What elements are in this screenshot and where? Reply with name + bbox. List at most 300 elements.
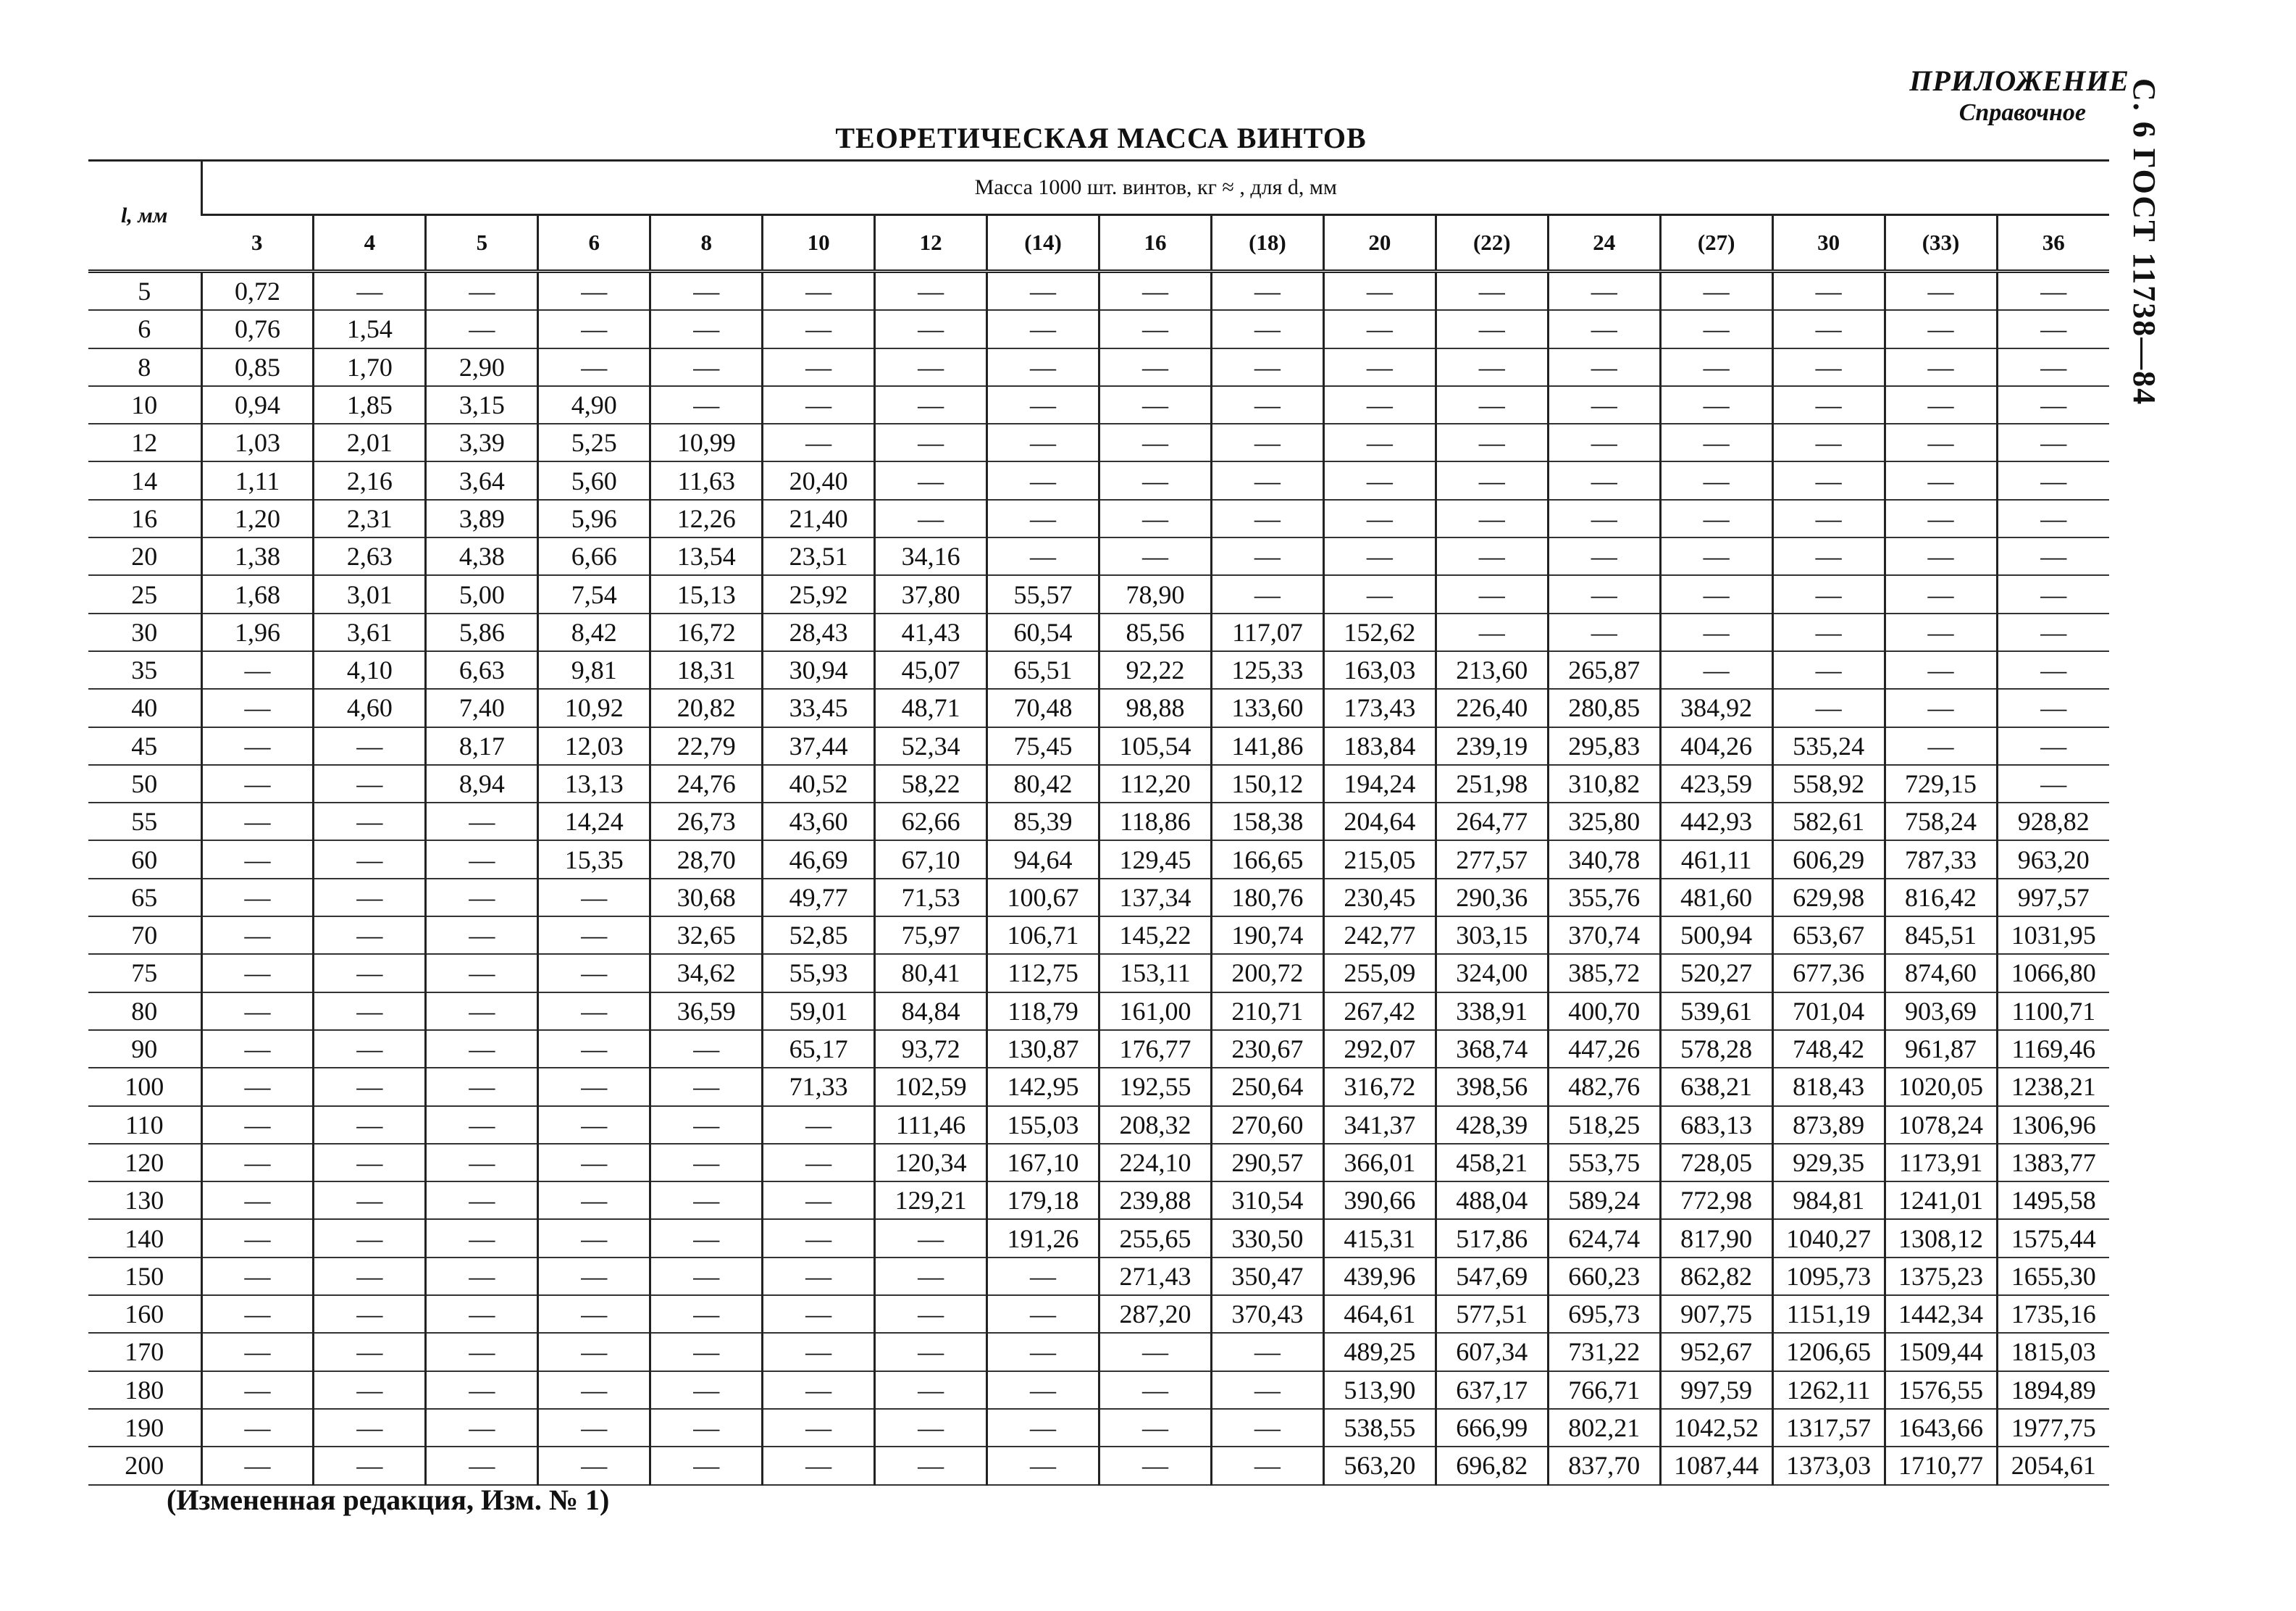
- length-cell: 25: [88, 575, 201, 613]
- mass-cell: —: [426, 1068, 538, 1105]
- mass-cell: 340,78: [1548, 840, 1660, 878]
- table-row: [88, 954, 2109, 992]
- mass-cell: —: [650, 1447, 763, 1484]
- mass-cell: 4,90: [538, 386, 650, 424]
- screw-mass-table: [88, 159, 2109, 1486]
- mass-cell: —: [538, 1371, 650, 1409]
- mass-cell: —: [1997, 386, 2109, 424]
- mass-cell: —: [1436, 461, 1548, 499]
- mass-cell: —: [1660, 272, 1772, 311]
- mass-cell: —: [1211, 1409, 1323, 1447]
- table-row: [88, 1447, 2109, 1484]
- mass-cell: 30,94: [763, 651, 875, 689]
- mass-cell: —: [987, 424, 1099, 461]
- mass-cell: 28,70: [650, 840, 763, 878]
- mass-cell: —: [650, 272, 763, 311]
- mass-cell: —: [314, 1371, 426, 1409]
- mass-cell: —: [1660, 348, 1772, 386]
- mass-cell: 766,71: [1548, 1371, 1660, 1409]
- mass-cell: —: [1099, 424, 1212, 461]
- mass-cell: 3,01: [314, 575, 426, 613]
- mass-cell: —: [650, 1144, 763, 1181]
- mass-cell: 1306,96: [1997, 1106, 2109, 1144]
- mass-cell: —: [875, 1409, 987, 1447]
- mass-cell: 277,57: [1436, 840, 1548, 878]
- mass-cell: 874,60: [1885, 954, 1997, 992]
- mass-cell: 20,82: [650, 689, 763, 727]
- mass-cell: 862,82: [1660, 1258, 1772, 1295]
- mass-cell: 517,86: [1436, 1219, 1548, 1257]
- diameter-header: (14): [987, 215, 1099, 272]
- mass-cell: —: [426, 1409, 538, 1447]
- mass-cell: —: [1436, 310, 1548, 348]
- mass-cell: —: [314, 1181, 426, 1219]
- mass-cell: —: [1099, 1447, 1212, 1484]
- mass-cell: 290,36: [1436, 879, 1548, 916]
- mass-cell: —: [201, 765, 314, 803]
- mass-cell: 818,43: [1772, 1068, 1885, 1105]
- mass-cell: —: [1211, 1333, 1323, 1371]
- mass-cell: —: [1660, 310, 1772, 348]
- mass-cell: 18,31: [650, 651, 763, 689]
- mass-cell: —: [1772, 310, 1885, 348]
- length-cell: 170: [88, 1333, 201, 1371]
- mass-cell: 264,77: [1436, 803, 1548, 840]
- mass-cell: 271,43: [1099, 1258, 1212, 1295]
- mass-cell: —: [1099, 348, 1212, 386]
- mass-cell: —: [426, 310, 538, 348]
- mass-cell: —: [1885, 348, 1997, 386]
- mass-cell: 70,48: [987, 689, 1099, 727]
- mass-cell: 129,21: [875, 1181, 987, 1219]
- mass-cell: 577,51: [1436, 1295, 1548, 1333]
- mass-cell: —: [763, 1219, 875, 1257]
- length-cell: 70: [88, 916, 201, 954]
- mass-cell: —: [987, 1295, 1099, 1333]
- mass-cell: —: [1548, 272, 1660, 311]
- mass-cell: —: [650, 386, 763, 424]
- mass-cell: 816,42: [1885, 879, 1997, 916]
- diameter-header: 3: [201, 215, 314, 272]
- mass-cell: 239,19: [1436, 727, 1548, 765]
- mass-cell: —: [314, 1030, 426, 1068]
- mass-cell: —: [1885, 386, 1997, 424]
- mass-cell: 9,81: [538, 651, 650, 689]
- mass-cell: —: [314, 992, 426, 1030]
- appendix-title: ПРИЛОЖЕНИЕ: [1909, 64, 2129, 97]
- table-row: [88, 651, 2109, 689]
- mass-cell: 85,56: [1099, 614, 1212, 651]
- mass-cell: —: [875, 386, 987, 424]
- mass-cell: 1,70: [314, 348, 426, 386]
- mass-cell: —: [1885, 424, 1997, 461]
- mass-cell: —: [1099, 1409, 1212, 1447]
- mass-cell: 2,01: [314, 424, 426, 461]
- mass-cell: 11,63: [650, 461, 763, 499]
- mass-cell: —: [201, 1371, 314, 1409]
- mass-cell: 15,35: [538, 840, 650, 878]
- diameter-header: 8: [650, 215, 763, 272]
- mass-cell: 384,92: [1660, 689, 1772, 727]
- mass-cell: —: [426, 272, 538, 311]
- mass-cell: —: [538, 272, 650, 311]
- mass-cell: —: [650, 1068, 763, 1105]
- mass-cell: —: [426, 1295, 538, 1333]
- mass-cell: 105,54: [1099, 727, 1212, 765]
- mass-cell: 65,51: [987, 651, 1099, 689]
- mass-cell: —: [314, 1219, 426, 1257]
- mass-cell: 310,54: [1211, 1181, 1323, 1219]
- mass-cell: 28,43: [763, 614, 875, 651]
- mass-cell: 385,72: [1548, 954, 1660, 992]
- mass-cell: 32,65: [650, 916, 763, 954]
- mass-cell: 36,59: [650, 992, 763, 1030]
- mass-cell: —: [201, 992, 314, 1030]
- mass-cell: 265,87: [1548, 651, 1660, 689]
- mass-cell: —: [1997, 575, 2109, 613]
- mass-cell: —: [763, 1333, 875, 1371]
- mass-cell: —: [314, 1295, 426, 1333]
- table-row: [88, 992, 2109, 1030]
- mass-cell: 1020,05: [1885, 1068, 1997, 1105]
- mass-cell: —: [538, 1333, 650, 1371]
- mass-cell: 20,40: [763, 461, 875, 499]
- mass-cell: —: [1885, 575, 1997, 613]
- mass-cell: —: [650, 1181, 763, 1219]
- mass-cell: 1,11: [201, 461, 314, 499]
- mass-cell: —: [1099, 272, 1212, 311]
- mass-cell: —: [1997, 310, 2109, 348]
- mass-cell: 325,80: [1548, 803, 1660, 840]
- table-row: [88, 348, 2109, 386]
- mass-cell: —: [650, 1371, 763, 1409]
- mass-cell: 1066,80: [1997, 954, 2109, 992]
- mass-cell: 2,63: [314, 537, 426, 575]
- mass-cell: —: [1885, 727, 1997, 765]
- length-cell: 20: [88, 537, 201, 575]
- mass-cell: —: [201, 689, 314, 727]
- mass-cell: 415,31: [1323, 1219, 1436, 1257]
- table-row: [88, 386, 2109, 424]
- mass-cell: —: [201, 879, 314, 916]
- mass-cell: 60,54: [987, 614, 1099, 651]
- mass-cell: —: [201, 1333, 314, 1371]
- mass-cell: 34,62: [650, 954, 763, 992]
- mass-cell: —: [1660, 651, 1772, 689]
- mass-cell: —: [1772, 614, 1885, 651]
- mass-cell: —: [1772, 575, 1885, 613]
- mass-cell: 163,03: [1323, 651, 1436, 689]
- mass-cell: 7,40: [426, 689, 538, 727]
- mass-cell: 192,55: [1099, 1068, 1212, 1105]
- mass-cell: 71,53: [875, 879, 987, 916]
- table-row: [88, 1295, 2109, 1333]
- length-cell: 190: [88, 1409, 201, 1447]
- mass-cell: 250,64: [1211, 1068, 1323, 1105]
- length-cell: 50: [88, 765, 201, 803]
- mass-cell: 251,98: [1436, 765, 1548, 803]
- mass-cell: 46,69: [763, 840, 875, 878]
- mass-cell: —: [1997, 727, 2109, 765]
- length-cell: 160: [88, 1295, 201, 1333]
- mass-cell: 1375,23: [1885, 1258, 1997, 1295]
- mass-cell: 4,60: [314, 689, 426, 727]
- table-row: [88, 803, 2109, 840]
- mass-cell: —: [763, 424, 875, 461]
- mass-cell: 152,62: [1323, 614, 1436, 651]
- mass-cell: 158,38: [1211, 803, 1323, 840]
- mass-cell: 873,89: [1772, 1106, 1885, 1144]
- mass-cell: 215,05: [1323, 840, 1436, 878]
- mass-cell: 5,86: [426, 614, 538, 651]
- table-row: [88, 840, 2109, 878]
- mass-cell: —: [875, 1219, 987, 1257]
- mass-cell: —: [426, 879, 538, 916]
- mass-cell: 303,15: [1436, 916, 1548, 954]
- mass-cell: 10,99: [650, 424, 763, 461]
- mass-cell: 1095,73: [1772, 1258, 1885, 1295]
- mass-cell: 26,73: [650, 803, 763, 840]
- mass-cell: —: [1772, 272, 1885, 311]
- mass-cell: —: [987, 1447, 1099, 1484]
- mass-cell: 173,43: [1323, 689, 1436, 727]
- mass-cell: —: [1997, 614, 2109, 651]
- mass-cell: —: [987, 1258, 1099, 1295]
- mass-cell: 24,76: [650, 765, 763, 803]
- mass-cell: 2054,61: [1997, 1447, 2109, 1484]
- mass-cell: —: [987, 1409, 1099, 1447]
- mass-cell: 80,41: [875, 954, 987, 992]
- table-row: [88, 500, 2109, 537]
- mass-cell: 1815,03: [1997, 1333, 2109, 1371]
- mass-cell: 8,17: [426, 727, 538, 765]
- mass-cell: 629,98: [1772, 879, 1885, 916]
- mass-cell: 1087,44: [1660, 1447, 1772, 1484]
- diameter-header: 36: [1997, 215, 2109, 272]
- mass-cell: 78,90: [1099, 575, 1212, 613]
- mass-cell: 701,04: [1772, 992, 1885, 1030]
- mass-cell: 6,63: [426, 651, 538, 689]
- mass-cell: 25,92: [763, 575, 875, 613]
- mass-cell: —: [1099, 386, 1212, 424]
- mass-cell: 242,77: [1323, 916, 1436, 954]
- mass-cell: 758,24: [1885, 803, 1997, 840]
- length-cell: 35: [88, 651, 201, 689]
- mass-cell: —: [1211, 272, 1323, 311]
- mass-cell: —: [1099, 537, 1212, 575]
- mass-cell: 310,82: [1548, 765, 1660, 803]
- mass-cell: 997,57: [1997, 879, 2109, 916]
- mass-cell: 1031,95: [1997, 916, 2109, 954]
- mass-cell: —: [314, 916, 426, 954]
- mass-cell: 984,81: [1772, 1181, 1885, 1219]
- mass-cell: 22,79: [650, 727, 763, 765]
- mass-cell: —: [314, 803, 426, 840]
- mass-cell: 8,42: [538, 614, 650, 651]
- mass-cell: —: [314, 727, 426, 765]
- mass-cell: —: [1211, 424, 1323, 461]
- mass-cell: —: [1436, 424, 1548, 461]
- mass-cell: 787,33: [1885, 840, 1997, 878]
- mass-cell: 390,66: [1323, 1181, 1436, 1219]
- mass-cell: —: [1211, 310, 1323, 348]
- mass-cell: 928,82: [1997, 803, 2109, 840]
- mass-cell: 37,44: [763, 727, 875, 765]
- mass-cell: 2,90: [426, 348, 538, 386]
- mass-cell: 204,64: [1323, 803, 1436, 840]
- length-cell: 110: [88, 1106, 201, 1144]
- mass-cell: —: [426, 1258, 538, 1295]
- mass-cell: 111,46: [875, 1106, 987, 1144]
- mass-cell: 355,76: [1548, 879, 1660, 916]
- table-row: [88, 537, 2109, 575]
- mass-cell: —: [1660, 386, 1772, 424]
- mass-cell: 1383,77: [1997, 1144, 2109, 1181]
- mass-cell: —: [1660, 614, 1772, 651]
- table-row: [88, 614, 2109, 651]
- mass-cell: —: [763, 1258, 875, 1295]
- mass-cell: 547,69: [1436, 1258, 1548, 1295]
- mass-cell: —: [201, 1219, 314, 1257]
- mass-cell: 538,55: [1323, 1409, 1436, 1447]
- length-cell: 200: [88, 1447, 201, 1484]
- mass-cell: 653,67: [1772, 916, 1885, 954]
- mass-cell: 58,22: [875, 765, 987, 803]
- mass-cell: —: [1548, 461, 1660, 499]
- mass-cell: 80,42: [987, 765, 1099, 803]
- mass-cell: —: [201, 1106, 314, 1144]
- mass-cell: 1238,21: [1997, 1068, 2109, 1105]
- mass-cell: 12,03: [538, 727, 650, 765]
- mass-cell: 43,60: [763, 803, 875, 840]
- mass-cell: 1655,30: [1997, 1258, 2109, 1295]
- mass-cell: 49,77: [763, 879, 875, 916]
- mass-cell: 208,32: [1099, 1106, 1212, 1144]
- diameter-header: 30: [1772, 215, 1885, 272]
- mass-cell: —: [314, 1409, 426, 1447]
- mass-cell: 1735,16: [1997, 1295, 2109, 1333]
- mass-cell: —: [314, 1258, 426, 1295]
- mass-cell: 1495,58: [1997, 1181, 2109, 1219]
- mass-cell: 482,76: [1548, 1068, 1660, 1105]
- length-cell: 120: [88, 1144, 201, 1181]
- mass-cell: 3,89: [426, 500, 538, 537]
- mass-cell: 404,26: [1660, 727, 1772, 765]
- mass-cell: —: [1660, 500, 1772, 537]
- mass-cell: —: [1323, 500, 1436, 537]
- mass-cell: 1,85: [314, 386, 426, 424]
- mass-cell: 1,03: [201, 424, 314, 461]
- mass-cell: —: [1099, 1333, 1212, 1371]
- mass-cell: —: [314, 272, 426, 311]
- mass-cell: —: [650, 1295, 763, 1333]
- mass-cell: 316,72: [1323, 1068, 1436, 1105]
- mass-cell: 350,47: [1211, 1258, 1323, 1295]
- mass-cell: —: [1211, 461, 1323, 499]
- mass-cell: —: [538, 954, 650, 992]
- mass-cell: 183,84: [1323, 727, 1436, 765]
- mass-cell: 23,51: [763, 537, 875, 575]
- mass-cell: 341,37: [1323, 1106, 1436, 1144]
- mass-cell: 0,76: [201, 310, 314, 348]
- mass-cell: 125,33: [1211, 651, 1323, 689]
- page-side-label: С. 6 ГОСТ 11738—84: [2127, 78, 2162, 406]
- mass-cell: —: [314, 954, 426, 992]
- mass-cell: 338,91: [1436, 992, 1548, 1030]
- table-row: [88, 689, 2109, 727]
- mass-cell: 520,27: [1660, 954, 1772, 992]
- mass-cell: —: [314, 840, 426, 878]
- length-cell: 16: [88, 500, 201, 537]
- mass-cell: —: [875, 272, 987, 311]
- mass-cell: 180,76: [1211, 879, 1323, 916]
- mass-cell: 290,57: [1211, 1144, 1323, 1181]
- mass-cell: —: [201, 803, 314, 840]
- mass-cell: 729,15: [1885, 765, 1997, 803]
- mass-cell: —: [875, 1258, 987, 1295]
- mass-cell: —: [1323, 537, 1436, 575]
- diameter-header: 20: [1323, 215, 1436, 272]
- mass-cell: 5,60: [538, 461, 650, 499]
- mass-cell: 93,72: [875, 1030, 987, 1068]
- mass-cell: 637,17: [1436, 1371, 1548, 1409]
- mass-cell: —: [201, 1068, 314, 1105]
- mass-cell: —: [763, 1181, 875, 1219]
- table-row: [88, 272, 2109, 311]
- mass-cell: —: [987, 1333, 1099, 1371]
- mass-cell: 666,99: [1436, 1409, 1548, 1447]
- mass-cell: —: [987, 461, 1099, 499]
- mass-cell: —: [1099, 500, 1212, 537]
- mass-cell: —: [201, 1295, 314, 1333]
- mass-cell: —: [314, 1447, 426, 1484]
- table-row: [88, 1068, 2109, 1105]
- mass-cell: 1040,27: [1772, 1219, 1885, 1257]
- mass-cell: —: [1997, 689, 2109, 727]
- mass-cell: 489,25: [1323, 1333, 1436, 1371]
- mass-cell: 230,67: [1211, 1030, 1323, 1068]
- table-row: [88, 1030, 2109, 1068]
- mass-cell: 582,61: [1772, 803, 1885, 840]
- mass-cell: 1308,12: [1885, 1219, 1997, 1257]
- mass-cell: 67,10: [875, 840, 987, 878]
- diameter-header: (33): [1885, 215, 1997, 272]
- mass-cell: —: [1548, 310, 1660, 348]
- mass-cell: —: [1436, 575, 1548, 613]
- length-cell: 30: [88, 614, 201, 651]
- mass-cell: —: [1772, 424, 1885, 461]
- mass-cell: —: [538, 1030, 650, 1068]
- mass-cell: 5,00: [426, 575, 538, 613]
- mass-cell: —: [1660, 461, 1772, 499]
- mass-cell: 929,35: [1772, 1144, 1885, 1181]
- length-cell: 180: [88, 1371, 201, 1409]
- mass-cell: —: [201, 1030, 314, 1068]
- mass-cell: —: [538, 1219, 650, 1257]
- mass-cell: 461,11: [1660, 840, 1772, 878]
- mass-cell: 48,71: [875, 689, 987, 727]
- mass-cell: 230,45: [1323, 879, 1436, 916]
- mass-cell: 845,51: [1885, 916, 1997, 954]
- mass-cell: 817,90: [1660, 1219, 1772, 1257]
- mass-cell: 1373,03: [1772, 1447, 1885, 1484]
- mass-cell: 40,52: [763, 765, 875, 803]
- mass-cell: 106,71: [987, 916, 1099, 954]
- mass-cell: 606,29: [1772, 840, 1885, 878]
- mass-cell: 179,18: [987, 1181, 1099, 1219]
- mass-cell: 267,42: [1323, 992, 1436, 1030]
- diameter-header: (18): [1211, 215, 1323, 272]
